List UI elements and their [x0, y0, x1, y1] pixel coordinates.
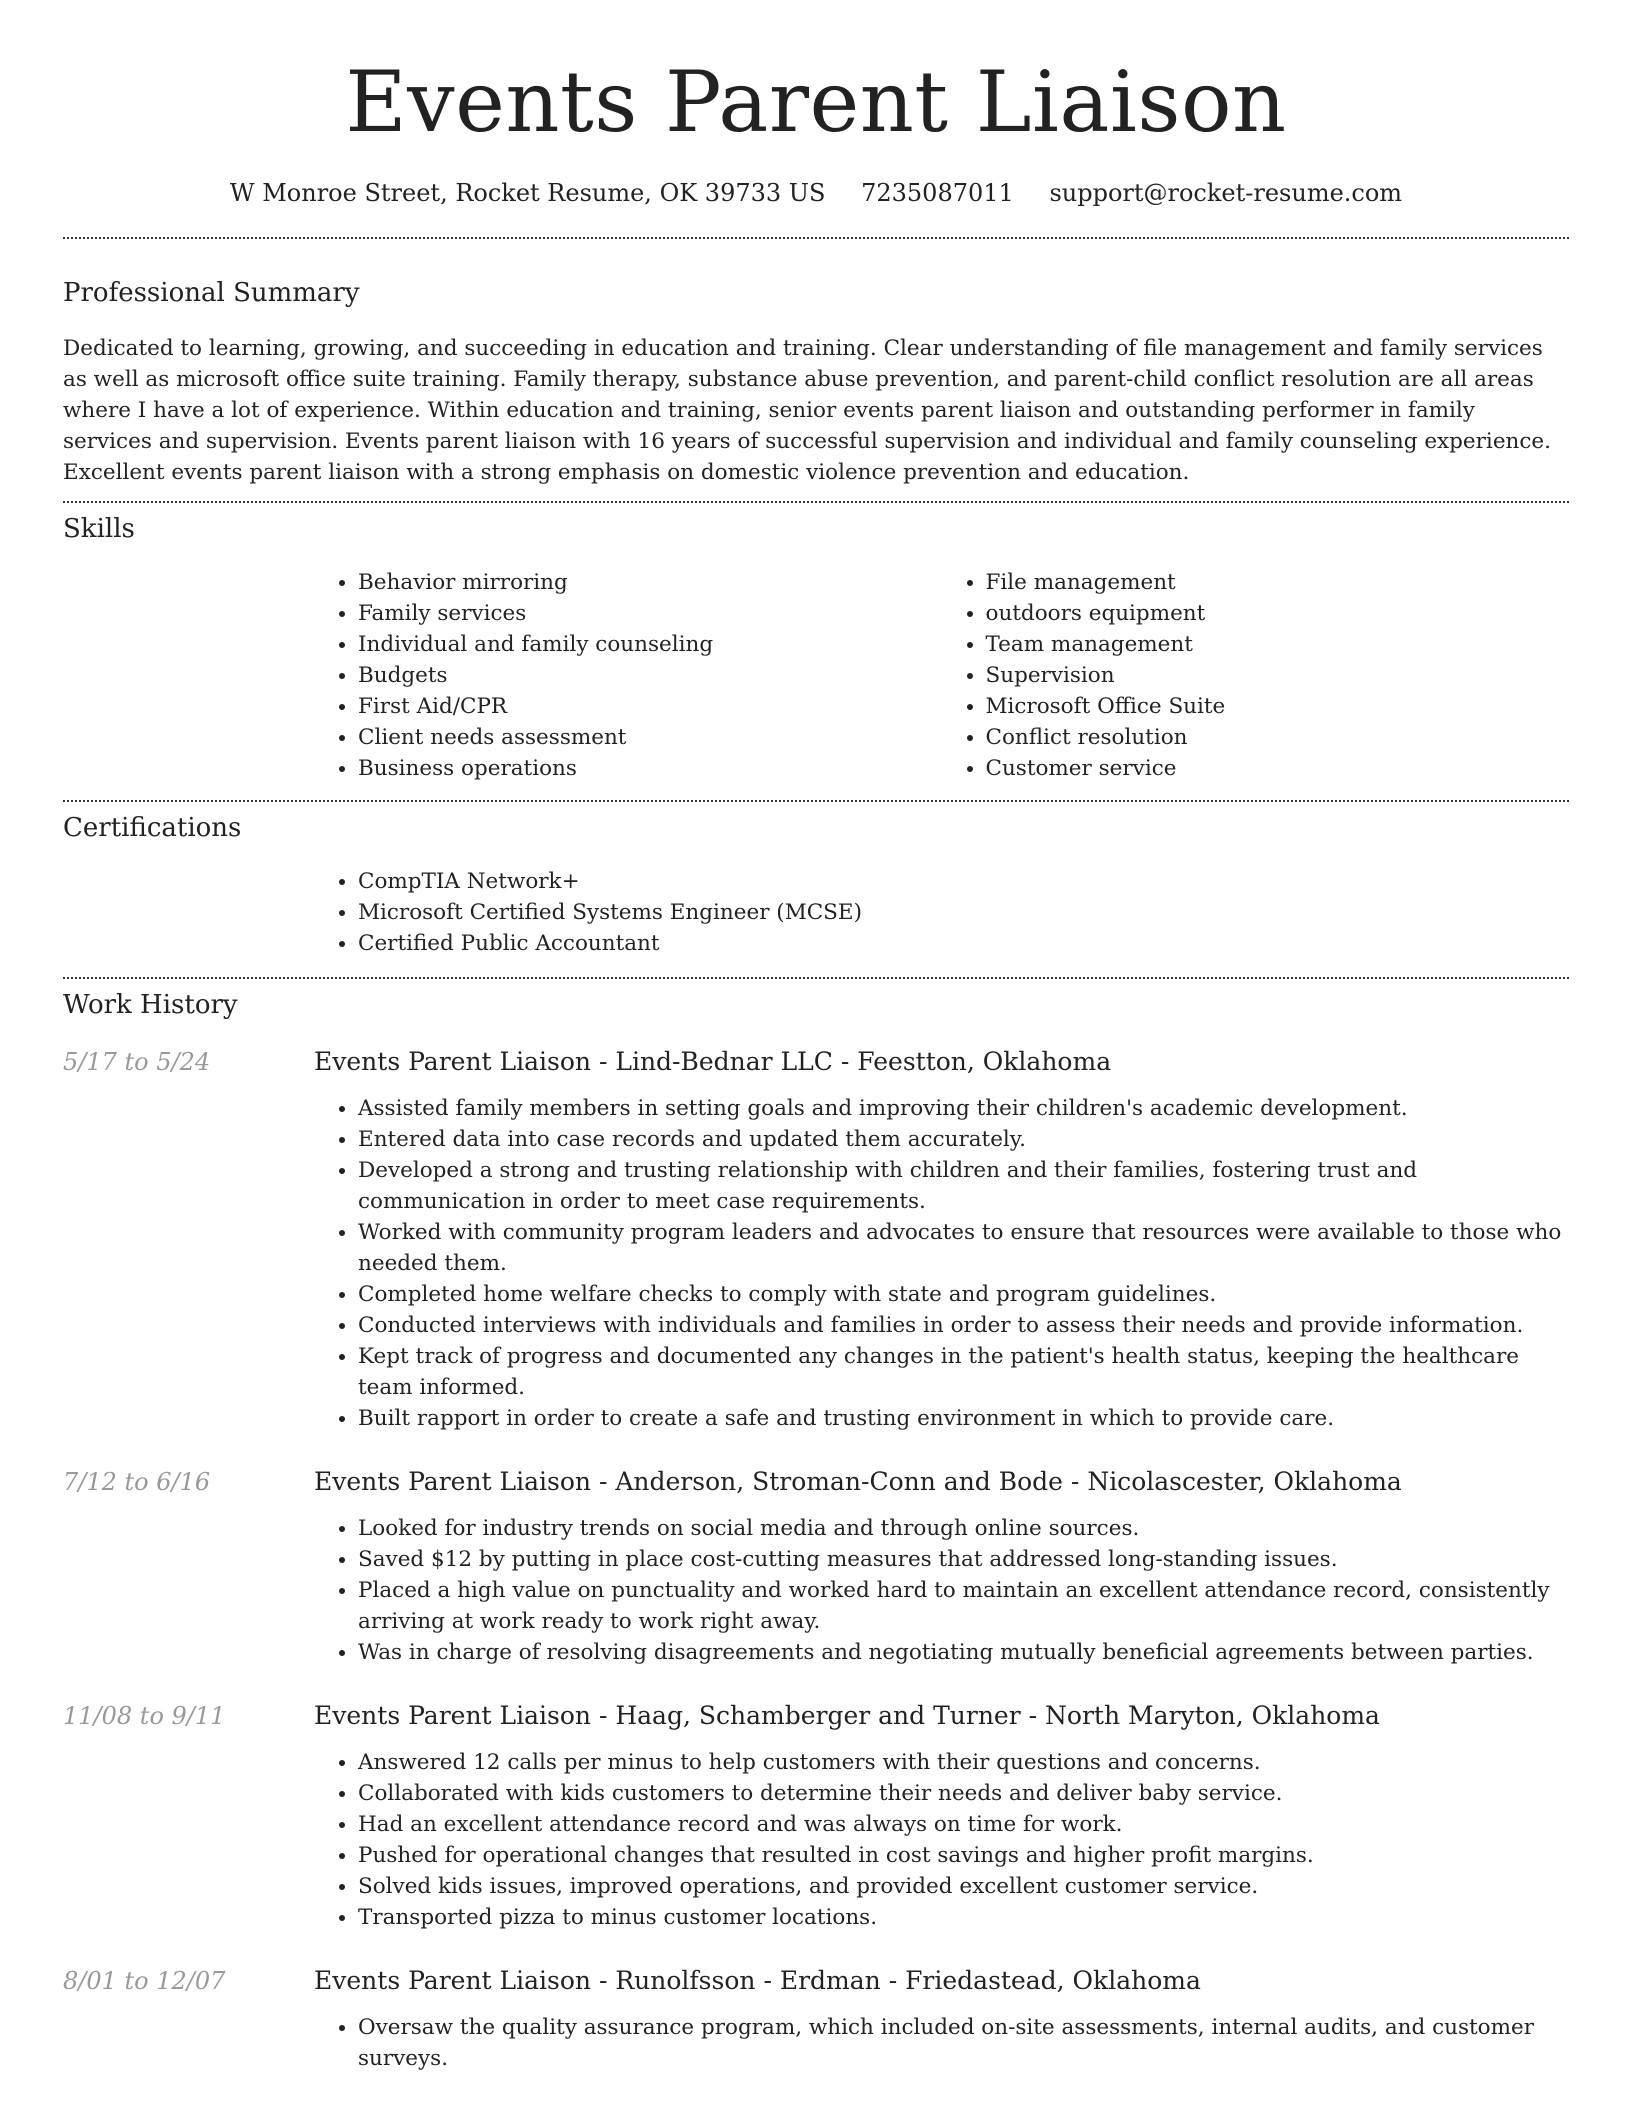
address: W Monroe Street, Rocket Resume, OK 39733 US	[229, 179, 826, 207]
job-bullet: • Collaborated with kids customers to determine their needs and deliver baby service.	[358, 1778, 1569, 1809]
job-bullet: • Was in charge of resolving disagreements and negotiating mutually beneficial agreements between parties.	[358, 1637, 1569, 1668]
job-entry	[63, 1045, 1569, 1434]
job-entry	[63, 1465, 1569, 1668]
certification-item: • Microsoft Certified Systems Engineer (MCSE)	[358, 897, 1569, 928]
job-bullet: • Completed home welfare checks to comply with state and program guidelines.	[358, 1279, 1569, 1310]
email: support@rocket-resume.com	[1049, 179, 1403, 207]
skill-item: • outdoors equipment	[986, 598, 1570, 629]
job-bullets	[314, 1513, 1569, 1668]
section-title-certifications: Certifications	[63, 813, 242, 843]
job-header	[63, 1045, 1569, 1079]
job-bullet: • Built rapport in order to create a safe and trusting environment in which to provide care.	[358, 1403, 1569, 1434]
job-title: Events Parent Liaison - Haag, Schamberger and Turner - North Maryton, Oklahoma	[314, 1701, 1380, 1730]
skill-item: • First Aid/CPR	[358, 691, 942, 722]
skill-item: • Business operations	[358, 753, 942, 784]
skill-item: • Supervision	[986, 660, 1570, 691]
skill-item: • Client needs assessment	[358, 722, 942, 753]
job-header	[63, 1465, 1569, 1499]
job-bullet: • Answered 12 calls per minus to help customers with their questions and concerns.	[358, 1747, 1569, 1778]
job-bullet: • Transported pizza to minus customer locations.	[358, 1902, 1569, 1933]
contact-line	[63, 176, 1569, 210]
job-dates: 8/01 to 12/07	[63, 1967, 226, 1995]
job-dates: 7/12 to 6/16	[63, 1468, 211, 1496]
job-bullet: • Looked for industry trends on social media and through online sources.	[358, 1513, 1569, 1544]
job-bullets	[314, 1747, 1569, 1933]
skills-columns	[314, 567, 1569, 784]
job-bullet: • Developed a strong and trusting relationship with children and their families, fostering trust and communication in order to meet case requirements.	[358, 1155, 1569, 1217]
certification-item: • Certified Public Accountant	[358, 928, 1569, 959]
skills-section	[63, 503, 1569, 784]
job-title: Events Parent Liaison - Runolfsson - Erdman - Friedastead, Oklahoma	[314, 1966, 1201, 1995]
job-bullet: • Entered data into case records and updated them accurately.	[358, 1124, 1569, 1155]
skill-item: • Budgets	[358, 660, 942, 691]
job-bullet: • Saved $12 by putting in place cost-cutting measures that addressed long-standing issues.	[358, 1544, 1569, 1575]
job-header	[63, 1964, 1569, 1998]
job-dates: 5/17 to 5/24	[63, 1048, 211, 1076]
job-bullet: • Kept track of progress and documented any changes in the patient's health status, keeping the healthcare team informed.	[358, 1341, 1569, 1403]
certifications-list	[314, 866, 1569, 959]
skill-item: • Individual and family counseling	[358, 629, 942, 660]
job-bullet: • Pushed for operational changes that resulted in cost savings and higher profit margins.	[358, 1840, 1569, 1871]
jobs-container	[63, 1045, 1569, 2074]
job-entry	[63, 1964, 1569, 2074]
job-bullet: • Worked with community program leaders and advocates to ensure that resources were available to those who needed them.	[358, 1217, 1569, 1279]
skill-item: • Conflict resolution	[986, 722, 1570, 753]
phone: 7235087011	[861, 179, 1014, 207]
job-bullets	[314, 1093, 1569, 1434]
section-title-summary: Professional Summary	[63, 278, 360, 308]
skill-item: • File management	[986, 567, 1570, 598]
job-bullet: • Placed a high value on punctuality and worked hard to maintain an excellent attendance record, consistently arriving at work ready to work right away.	[358, 1575, 1569, 1637]
skill-item: • Behavior mirroring	[358, 567, 942, 598]
skills-list-left	[314, 567, 942, 784]
job-bullet: • Oversaw the quality assurance program, which included on-site assessments, internal audits, and customer surveys.	[358, 2012, 1569, 2074]
skill-item: • Customer service	[986, 753, 1570, 784]
certifications-section	[63, 802, 1569, 959]
skill-item: • Microsoft Office Suite	[986, 691, 1570, 722]
summary-text: Dedicated to learning, growing, and succeeding in education and training. Clear understanding of file management and family services as well as microsoft office suite training. Family therapy, substance abuse prevention, and parent-child conflict resolution are all areas where I have a lot of experience. Within education and training, senior events parent liaison and outstanding performer in family services and supervision. Events parent liaison with 16 years of successful supervision and individual and family counseling experience. Excellent events parent liaison with a strong emphasis on domestic violence prevention and education.	[63, 336, 1551, 485]
job-entry	[63, 1699, 1569, 1933]
skill-item: • Family services	[358, 598, 942, 629]
job-bullet: • Assisted family members in setting goals and improving their children's academic development.	[358, 1093, 1569, 1124]
section-title-work-history: Work History	[63, 990, 238, 1020]
certification-item: • CompTIA Network+	[358, 866, 1569, 897]
candidate-name: Events Parent Liaison	[345, 53, 1287, 151]
job-bullet: • Conducted interviews with individuals and families in order to assess their needs and provide information.	[358, 1310, 1569, 1341]
skills-list-right	[942, 567, 1570, 784]
job-header	[63, 1699, 1569, 1733]
summary-section	[63, 239, 1569, 488]
job-bullet: • Had an excellent attendance record and was always on time for work.	[358, 1809, 1569, 1840]
work-history-section	[63, 979, 1569, 2074]
job-title: Events Parent Liaison - Lind-Bednar LLC - Feestton, Oklahoma	[314, 1047, 1112, 1076]
skill-item: • Team management	[986, 629, 1570, 660]
job-bullets	[314, 2012, 1569, 2074]
job-title: Events Parent Liaison - Anderson, Stroman-Conn and Bode - Nicolascester, Oklahoma	[314, 1467, 1402, 1496]
job-dates: 11/08 to 9/11	[63, 1702, 226, 1730]
job-bullet: • Solved kids issues, improved operations, and provided excellent customer service.	[358, 1871, 1569, 1902]
section-title-skills: Skills	[63, 514, 135, 544]
